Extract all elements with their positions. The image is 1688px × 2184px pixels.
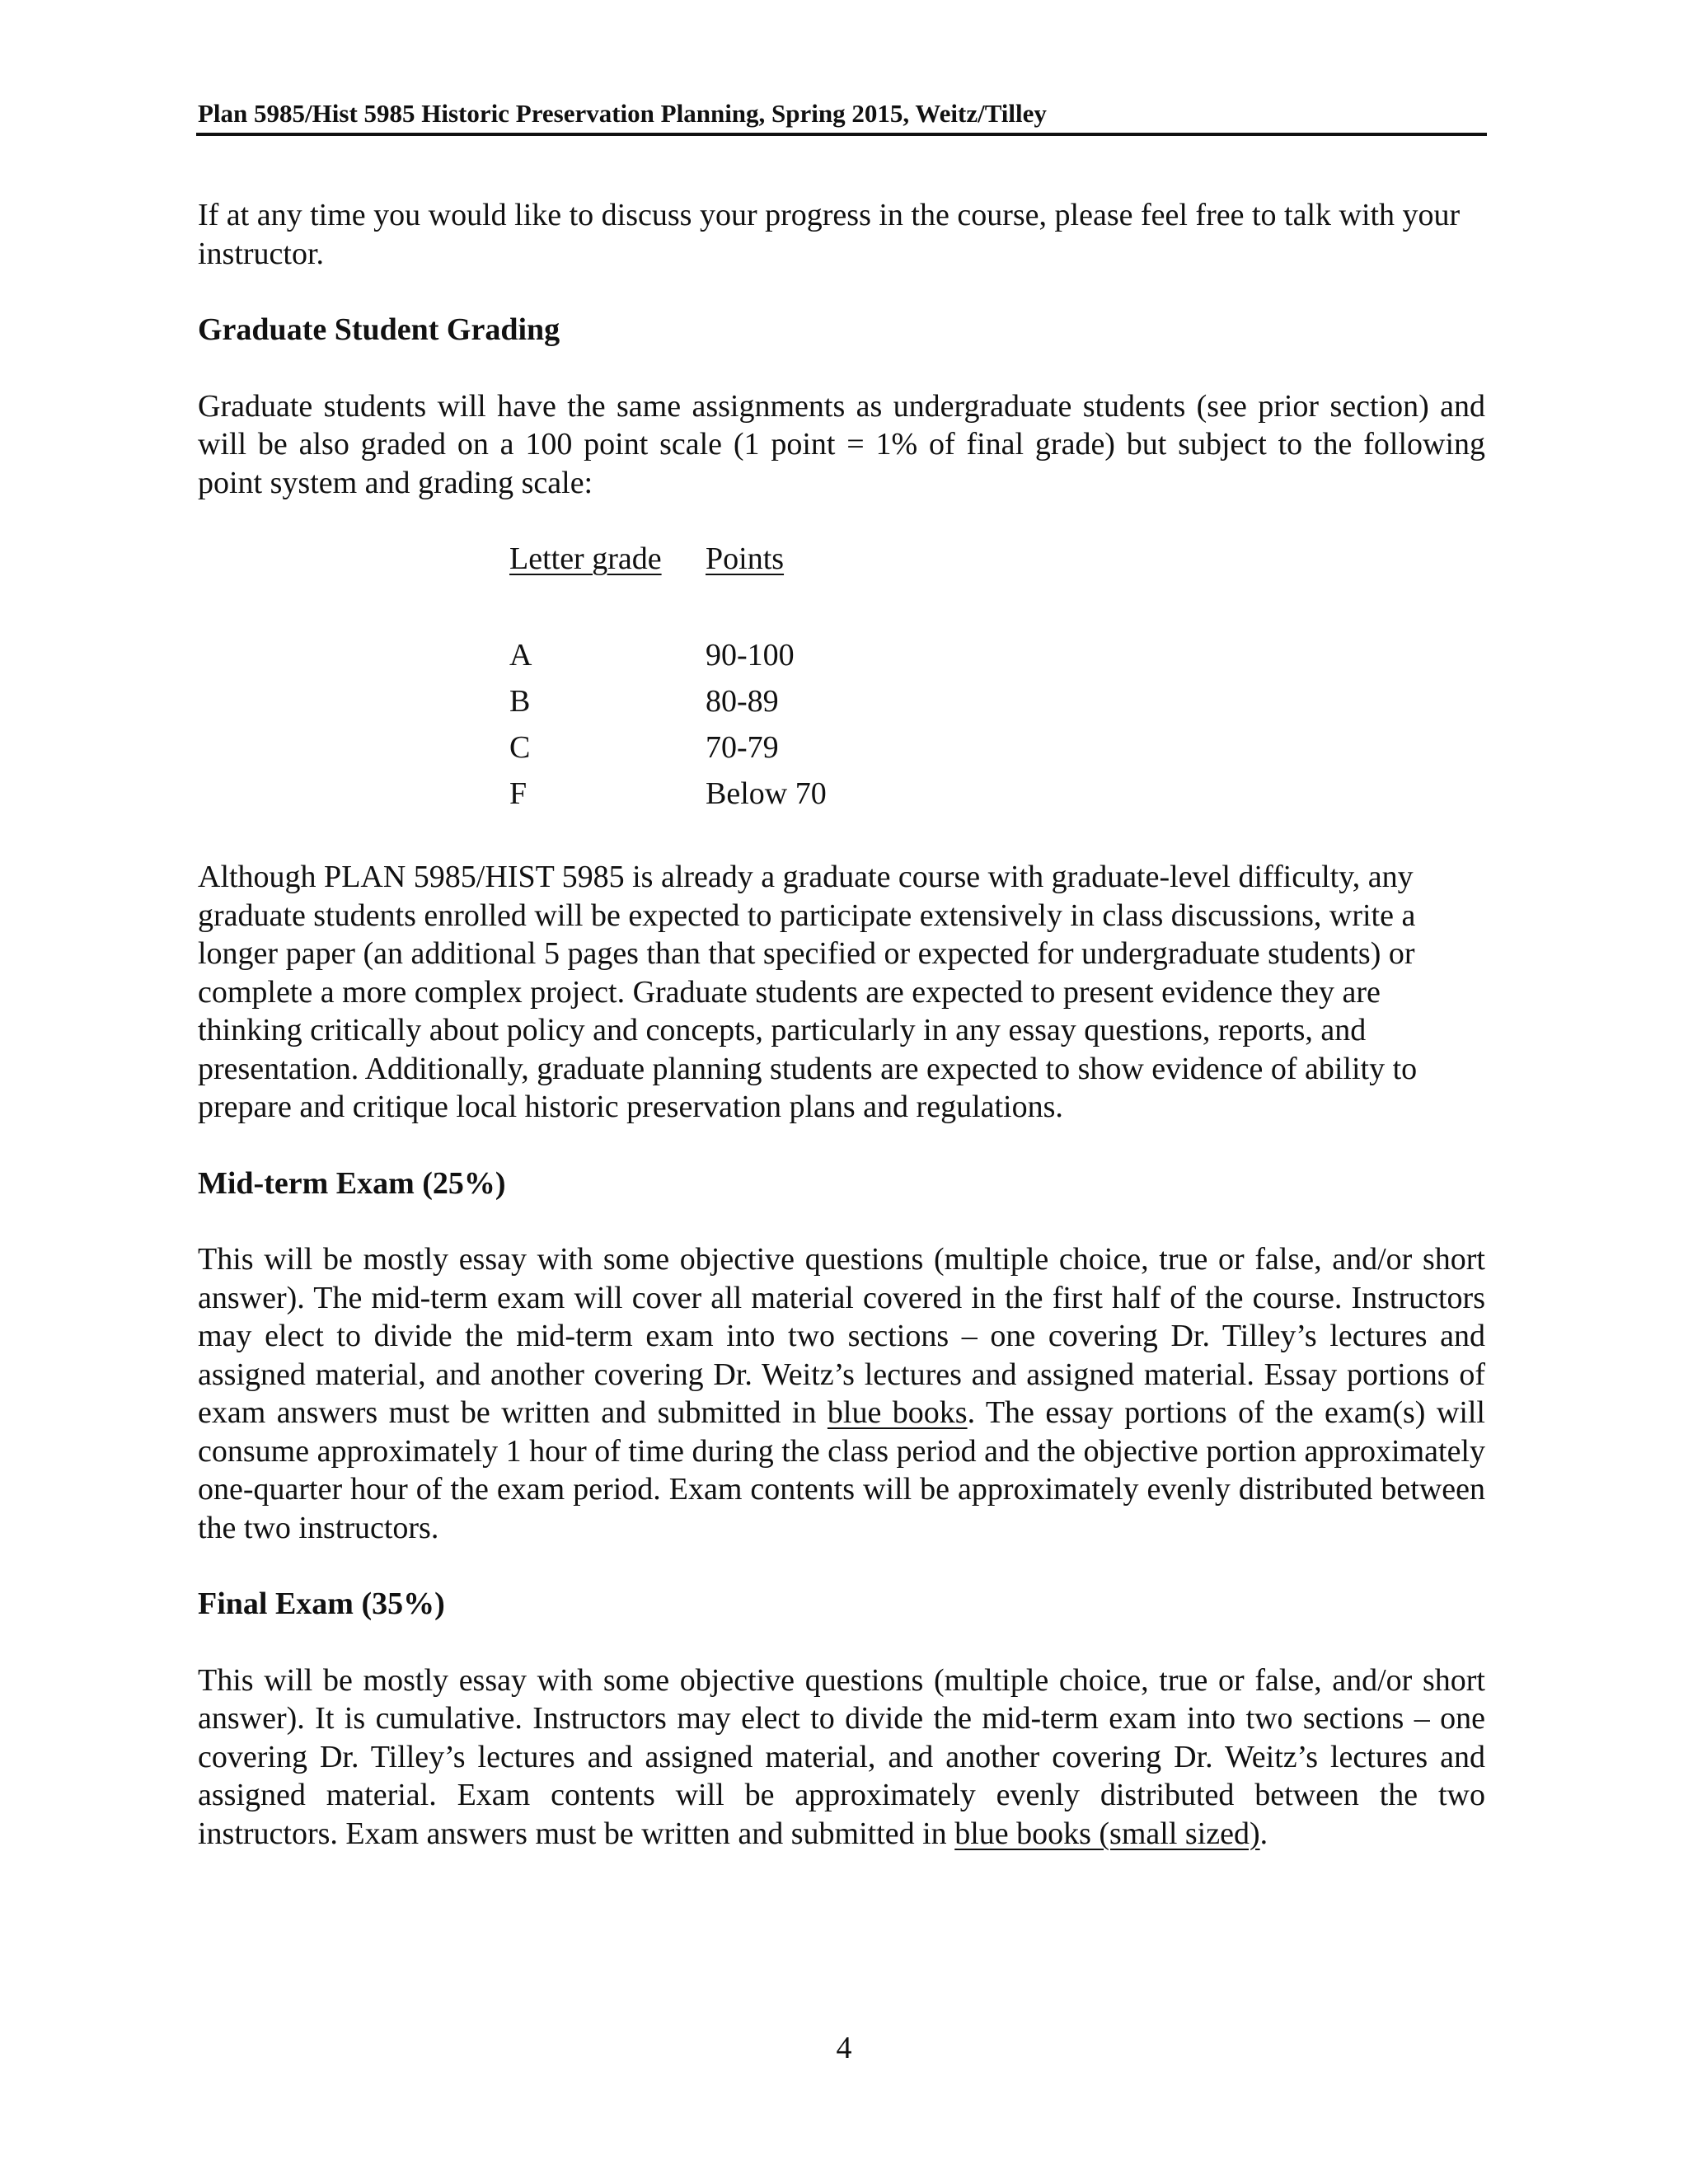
points-column-header: Points <box>706 541 785 576</box>
blue-books-text: blue books <box>827 1395 968 1430</box>
midterm-exam-paragraph: This will be mostly essay with some objective questions (multiple choice, true or false, and/or short answer). The mid-term exam will cover all material covered in the first half of the course. Instructors may elect to divide the mid-term exam into two sections – one covering Dr. Tilley’s lectures and assigned material, and another covering Dr. Weitz’s lectures and assigned material. Essay portions of exam answers must be written and submitted in blue books. The essay portions of the exam(s) will consume approximately 1 hour of time during the class period and the objective portion approximately one-quarter hour of the exam period. Exam contents will be approximately evenly distributed between the two instructors. <box>198 1242 1485 1545</box>
letter-grade-cell: A <box>509 638 532 673</box>
blue-books-small-text: blue books (small sized) <box>954 1816 1260 1851</box>
grading-table-header <box>198 540 1485 579</box>
letter-grade-cell: F <box>509 776 528 811</box>
table-row <box>198 724 1485 771</box>
graduate-grading-heading: Graduate Student Grading <box>198 312 560 347</box>
graduate-grading-paragraph: Graduate students will have the same assignments as undergraduate students (see prior section) and will be also graded on a 100 point scale (1 point = 1% of final grade) but subject to the following point system and grading scale: <box>198 388 1485 500</box>
points-cell: Below 70 <box>706 776 827 811</box>
midterm-exam-heading: Mid-term Exam (25%) <box>198 1165 506 1201</box>
graduate-expectations-paragraph: Although PLAN 5985/HIST 5985 is already a graduate course with graduate-level difficulty, any graduate students enrolled will be expected to participate extensively in class discussions, write a longer paper (an additional 5 pages than that specified or expected for undergraduate students) or complete a more complex project. Graduate students are expected to present evidence they are thinking critically about policy and concepts, particularly in any essay questions, reports, and presentation. Additionally, graduate planning students are expected to show evidence of ability to prepare and critique local historic preservation plans and regulations. <box>198 860 1418 1124</box>
intro-paragraph: If at any time you would like to discuss your progress in the course, please feel free to talk with your instructor. <box>198 198 1461 271</box>
page-number: 4 <box>836 2031 852 2065</box>
points-cell: 90-100 <box>706 638 795 673</box>
points-cell: 80-89 <box>706 684 779 719</box>
table-row <box>198 771 1485 817</box>
running-header: Plan 5985/Hist 5985 Historic Preservation Planning, Spring 2015, Weitz/Tilley <box>198 99 1047 128</box>
grading-scale-table <box>198 540 1485 817</box>
page-content <box>198 196 1485 1891</box>
letter-grade-column-header: Letter grade <box>509 541 662 576</box>
points-cell: 70-79 <box>706 730 779 765</box>
table-row <box>198 678 1485 724</box>
letter-grade-cell: C <box>509 730 531 765</box>
table-row <box>198 632 1485 678</box>
letter-grade-cell: B <box>509 684 531 719</box>
final-exam-heading: Final Exam (35%) <box>198 1586 445 1621</box>
header-rule <box>196 133 1487 136</box>
final-exam-paragraph: This will be mostly essay with some objective questions (multiple choice, true or false, and/or short answer). It is cumulative. Instructors may elect to divide the mid-term exam into two sections – one covering Dr. Tilley’s lectures and assigned material, and another covering Dr. Weitz’s lectures and assigned material. Exam contents will be approximately evenly distributed between the two instructors. Exam answers must be written and submitted in blue books (small sized). <box>198 1662 1485 1851</box>
